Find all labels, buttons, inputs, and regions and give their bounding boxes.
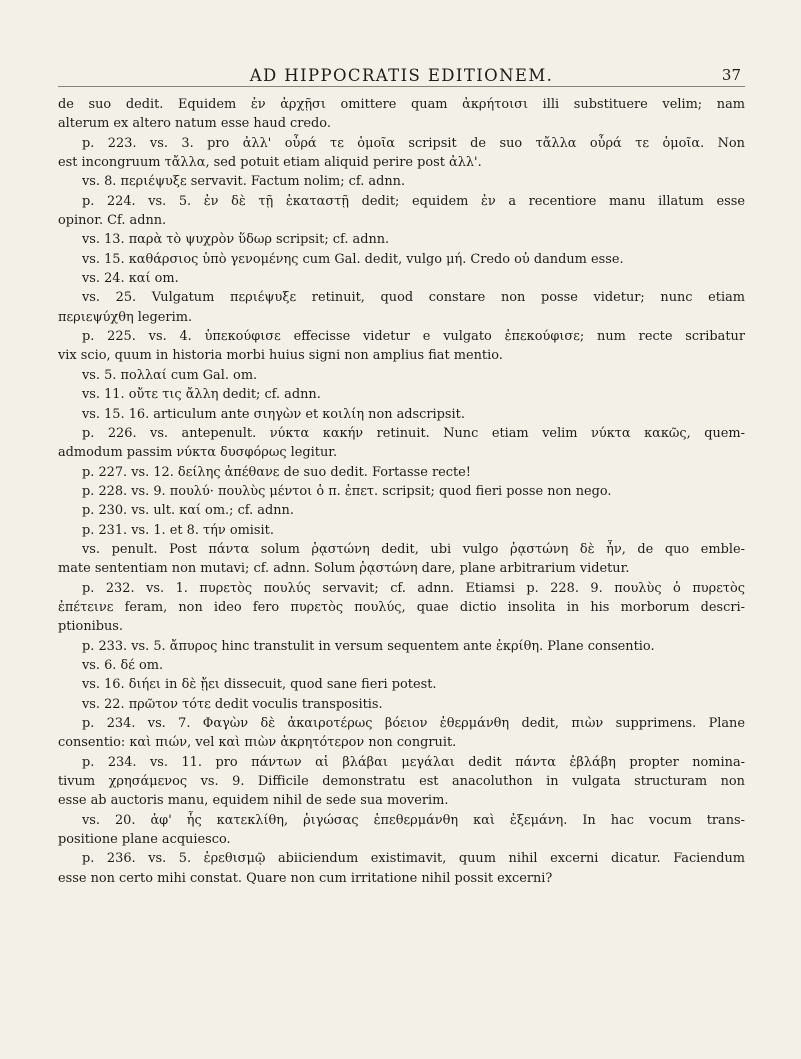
text-line: p. 234. vs. 7. Φαγὼν δὲ ἀκαιροτέρως βόειον ἐθερμάνθη dedit, πιὼν supprimens. Plane xyxy=(82,716,745,731)
text-line: p. 226. vs. antepenult. νύκτα κακήν retinuit. Nunc etiam velim νύκτα κακῶς, quem- xyxy=(82,425,745,441)
text-line: p. 236. vs. 5. ἐρεθισμῷ abiiciendum existimavit, quum nihil excerni dicatur. Faciendum xyxy=(82,851,745,867)
text-line: ptionibus. xyxy=(58,619,124,635)
text-line: vs. penult. Post πάντα solum ῥᾳστώνη dedit, ubi vulgo ῥᾳστώνη δὲ ἦν, de quo emble- xyxy=(82,541,745,557)
text-line: admodum passim νύκτα δυσφόρως legitur. xyxy=(58,445,338,461)
text-line: mate sententiam non mutavi; cf. adnn. Solum ῥᾳστώνη dare, plane arbitrarium videtur. xyxy=(58,561,630,577)
text-line: vs. 11. οὔτε τις ἄλλη dedit; cf. adnn. xyxy=(82,387,321,403)
text-line: opinor. Cf. adnn. xyxy=(58,213,167,229)
text-line: vix scio, quum in historia morbi huius signi non amplius fiat mentio. xyxy=(58,348,503,364)
page-number: 37 xyxy=(721,66,741,84)
text-line: de suo dedit. Equidem ἐν ἀρχῇσι omittere quam ἀκρήτοισι illi substituere velim; nam xyxy=(58,97,745,112)
text-line: p. 228. vs. 9. πουλύ· πουλὺς μέντοι ὁ π. ἐπετ. scripsit; quod fieri posse non nego. xyxy=(82,483,612,499)
text-line: esse ab auctoris manu, equidem nihil de sede sua moverim. xyxy=(58,793,449,809)
text-line: consentio: καὶ πιών, vel καὶ πιὼν ἀκρητότερον non congruit. xyxy=(58,735,457,751)
text-line: alterum ex altero natum esse haud credo. xyxy=(58,116,331,132)
text-line: περιεψύχθη legerim. xyxy=(58,309,193,325)
text-line: ἐπέτεινε feram, non ideo fero πυρετὸς πουλύς, quae dictio insolita in his morborum descri- xyxy=(58,599,745,615)
text-line: vs. 8. περιέψυξε servavit. Factum nolim; cf. adnn. xyxy=(82,174,406,190)
text-line: vs. 25. Vulgatum περιέψυξε retinuit, quod constare non posse videtur; nunc etiam xyxy=(82,290,745,306)
text-line: vs. 22. πρῶτον τότε dedit voculis transpositis. xyxy=(82,696,383,712)
text-line: tivum χρησάμενος vs. 9. Difficile demonstratu est anacoluthon in vulgata structuram non xyxy=(58,774,745,790)
text-line: p. 233. vs. 5. ἄπυρος hinc transtulit in versum sequentem ante ἐκρίθη. Plane consentio. xyxy=(82,638,655,654)
text-line: p. 230. vs. ult. καί om.; cf. adnn. xyxy=(82,503,294,519)
text-line: p. 223. vs. 3. pro ἀλλ' οὖρά τε ὁμοῖα scripsit de suo τἄλλα οὖρά τε ὁμοῖα. Non xyxy=(82,135,745,151)
text-line: vs. 13. παρὰ τὸ ψυχρὸν ὕδωρ scripsit; cf. adnn. xyxy=(82,232,390,248)
text-line: vs. 20. ἀφ' ἧς κατεκλίθη, ῥιγώσας ἐπεθερμάνθη καὶ ἐξεμάνη. In hac vocum trans- xyxy=(82,812,745,828)
text-line: est incongruum τἄλλα, sed potuit etiam aliquid perire post ἀλλ'. xyxy=(58,155,482,171)
body-text xyxy=(58,95,745,888)
text-line: p. 231. vs. 1. et 8. τήν omisit. xyxy=(82,522,274,538)
text-line: p. 234. vs. 11. pro πάντων αἱ βλάβαι μεγάλαι dedit πάντα ἐβλάβη propter nomina- xyxy=(82,754,745,770)
running-title: AD HIPPOCRATIS EDITIONEM. xyxy=(249,66,554,85)
text-line: esse non certo mihi constat. Quare non cum irritatione nihil possit excerni? xyxy=(58,870,553,886)
text-line: p. 232. vs. 1. πυρετὸς πουλύς servavit; cf. adnn. Etiamsi p. 228. 9. πουλὺς ὁ πυρετὸς xyxy=(82,580,745,596)
text-line: vs. 15. καθάρσιος ὑπὸ γενομένης cum Gal. dedit, vulgo μή. Credo οὐ dandum esse. xyxy=(82,251,624,267)
text-line: vs. 6. δέ om. xyxy=(82,657,164,673)
text-line: vs. 15. 16. articulum ante σιηγὼν et κοιλίη non adscripsit. xyxy=(82,406,465,422)
text-line: p. 225. vs. 4. ὑπεκούφισε effecisse videtur e vulgato ἐπεκούφισε; num recte scribatur xyxy=(82,329,745,345)
text-line: vs. 16. διήει in δὲ ᾔει dissecuit, quod sane fieri potest. xyxy=(82,677,437,693)
text-line: vs. 24. καί om. xyxy=(82,271,179,287)
text-line: p. 224. vs. 5. ἐν δὲ τῇ ἑκαταστῇ dedit; equidem ἐν a recentiore manu illatum esse xyxy=(82,193,745,209)
text-line: positione plane acquiesco. xyxy=(58,832,231,848)
text-line: vs. 5. πολλαί cum Gal. om. xyxy=(82,367,258,383)
text-line: p. 227. vs. 12. δείλης ἀπέθανε de suo dedit. Fortasse recte! xyxy=(82,464,471,480)
page-header xyxy=(58,60,745,87)
